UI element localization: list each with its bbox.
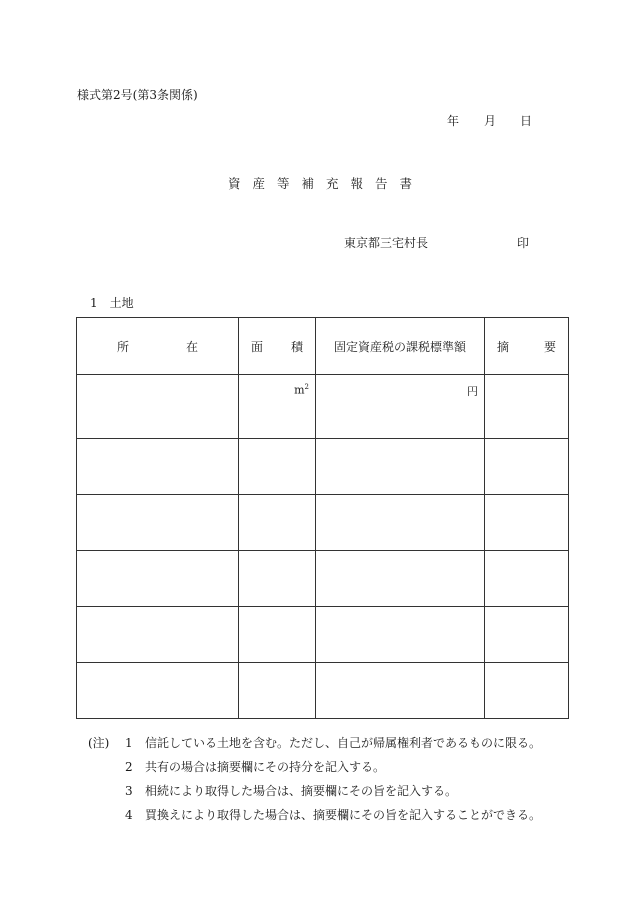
cell-location[interactable] [77, 607, 239, 663]
amount-unit: 円 [467, 385, 478, 398]
note-number: 2 [125, 760, 133, 774]
header-tax-base: 固定資産税の課税標準額 [316, 318, 485, 375]
cell-tax-base[interactable] [316, 439, 485, 495]
section-title: 1 土地 [90, 296, 134, 310]
land-table [76, 317, 569, 719]
header-location-char2: 在 [185, 339, 198, 354]
area-unit-sup: 2 [304, 383, 309, 391]
header-remarks-char2: 要 [543, 339, 556, 354]
date-month-label: 月 [484, 114, 497, 128]
cell-tax-base[interactable] [316, 551, 485, 607]
cell-tax-base[interactable] [316, 663, 485, 719]
header-area-char1: 面 [251, 339, 264, 354]
cell-area[interactable] [239, 375, 316, 439]
header-remarks-char1: 摘 [497, 339, 510, 354]
note-text: 買換えにより取得した場合は、摘要欄にその旨を記入することができる。 [145, 808, 542, 822]
cell-area[interactable] [239, 607, 316, 663]
header-area [239, 318, 316, 375]
notes-label: (注) [88, 736, 110, 750]
cell-remarks[interactable] [485, 663, 569, 719]
note-number: 1 [125, 736, 133, 750]
cell-tax-base[interactable] [316, 607, 485, 663]
cell-location[interactable] [77, 663, 239, 719]
header-remarks-spread [485, 338, 568, 355]
area-unit: m [294, 383, 305, 397]
table-row [77, 551, 569, 607]
table-row [77, 607, 569, 663]
cell-area[interactable] [239, 495, 316, 551]
issuer-name: 東京都三宅村長 [344, 236, 429, 250]
cell-remarks[interactable] [485, 607, 569, 663]
notes [88, 731, 541, 827]
note-indent [88, 803, 125, 827]
table-header-row [77, 318, 569, 375]
cell-remarks[interactable] [485, 439, 569, 495]
note-text: 相続により取得した場合は、摘要欄にその旨を記入する。 [145, 784, 458, 798]
seal-mark: 印 [517, 236, 530, 250]
header-location-spread [77, 338, 238, 355]
cell-tax-base[interactable] [316, 495, 485, 551]
table-row [77, 663, 569, 719]
cell-remarks[interactable] [485, 495, 569, 551]
note-number: 3 [125, 784, 133, 798]
cell-tax-base[interactable] [316, 375, 485, 439]
header-location [77, 318, 239, 375]
header-area-spread [239, 338, 315, 355]
note-indent [88, 755, 125, 779]
cell-location[interactable] [77, 375, 239, 439]
cell-location[interactable] [77, 495, 239, 551]
cell-location[interactable] [77, 439, 239, 495]
cell-remarks[interactable] [485, 551, 569, 607]
date-day-label: 日 [520, 114, 533, 128]
note-indent [88, 779, 125, 803]
cell-location[interactable] [77, 551, 239, 607]
cell-area[interactable] [239, 439, 316, 495]
note-item [88, 755, 541, 779]
cell-area[interactable] [239, 551, 316, 607]
note-item [88, 803, 541, 827]
header-area-char2: 積 [290, 339, 303, 354]
table-row [77, 439, 569, 495]
note-text: 信託している土地を含む。ただし、自己が帰属権利者であるものに限る。 [145, 736, 542, 750]
cell-area[interactable] [239, 663, 316, 719]
note-number: 4 [125, 808, 133, 822]
note-item [88, 779, 541, 803]
table-row [77, 495, 569, 551]
note-item [88, 731, 541, 755]
header-remarks [485, 318, 569, 375]
date-year-label: 年 [447, 114, 460, 128]
document-title: 資産等補充報告書 [228, 176, 425, 191]
note-text: 共有の場合は摘要欄にその持分を記入する。 [145, 760, 386, 774]
header-location-char1: 所 [117, 339, 130, 354]
cell-remarks[interactable] [485, 375, 569, 439]
table-row [77, 375, 569, 439]
form-number: 様式第2号(第3条関係) [77, 88, 198, 102]
